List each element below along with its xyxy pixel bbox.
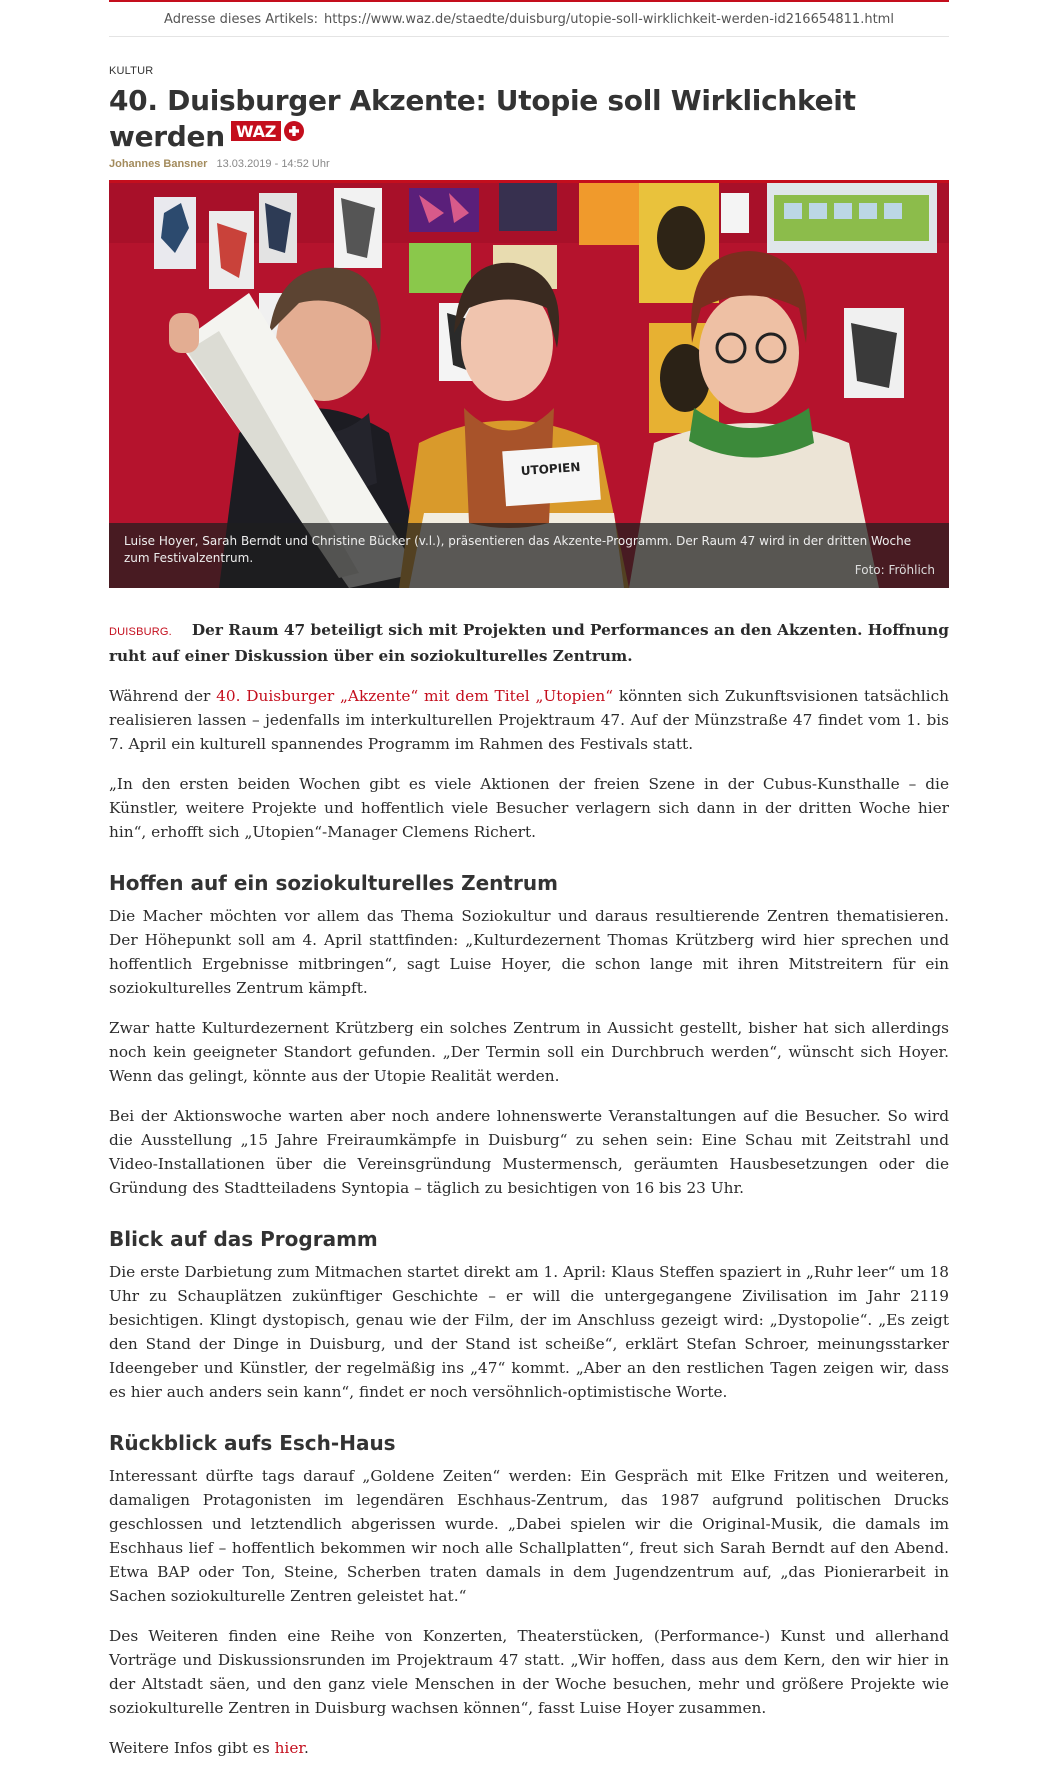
lead-paragraph	[109, 618, 949, 668]
article-meta	[109, 158, 949, 170]
photo-credit: Foto: Fröhlich	[854, 563, 935, 577]
author-name[interactable]: Johannes Bansner	[109, 158, 208, 170]
paragraph-9-text-b: .	[304, 1739, 309, 1757]
headline-text: 40. Duisburger Akzente: Utopie soll Wirklichkeit werden	[109, 84, 856, 153]
paragraph-6: Die erste Darbietung zum Mitmachen startet direkt am 1. April: Klaus Steffen spaziert in „Ruhr leer“ um 18 Uhr zu Schauplätzen zukünftiger Geschichte – er will die untergegangene Zivilisation im Jahr 2119 besichtigen. Klingt dystopisch, genau wie der Film, der im Anschluss gezeigt wird: „Dystopolie“. „Es zeigt den Stand der Dinge in Duisburg, und der Stand ist scheiße“, erklärt Stefan Schroer, meinungsstarker Ideengeber und Künstler, der regelmäßig ins „47“ kommt. „Aber an den restlichen Tagen zeigen wir, dass es hier auch anders sein kann“, findet er noch versöhnlich-optimistische Worte.	[109, 1263, 949, 1401]
paragraph-4: Zwar hatte Kulturdezernent Krützberg ein solches Zentrum in Aussicht gestellt, bisher hat sich allerdings noch kein geeigneter Standort gefunden. „Der Termin soll ein Durchbruch werden“, wünscht sich Hoyer. Wenn das gelingt, könnte aus der Utopie Realität werden.	[109, 1019, 949, 1085]
waz-plus-logo	[231, 120, 305, 142]
paragraph-1-text-a: Während der	[109, 687, 217, 705]
address-label: Adresse dieses Artikels:	[164, 11, 318, 27]
caption-text: Luise Hoyer, Sarah Berndt und Christine Bücker (v.l.), präsentieren das Akzente-Programm. Der Raum 47 wird in der dritten Woche zum Festivalzentrum.	[124, 534, 912, 565]
paragraph-1-text-b: könnten sich Zukunftsvisionen tatsächlich realisieren lassen – jedenfalls im interkulturellen Projektraum 47. Auf der Münzstraße 47 findet vom 1. bis 7. April ein kulturell spannendes Programm im Rahmen des Festivals statt.	[109, 687, 949, 753]
subheading-1: Hoffen auf ein soziokulturelles Zentrum	[109, 871, 558, 895]
article-body	[109, 618, 949, 1776]
waz-logo-text: WAZ	[235, 122, 276, 141]
ressort-label: KULTUR	[109, 65, 154, 77]
subheading-3: Rückblick aufs Esch-Haus	[109, 1431, 396, 1455]
photo-caption	[109, 523, 949, 588]
publish-date: 13.03.2019 - 14:52 Uhr	[216, 158, 330, 170]
lead-text: Der Raum 47 beteiligt sich mit Projekten und Performances an den Akzenten. Hoffnung ruht auf einer Diskussion über ein soziokulturelles Zentrum.	[109, 621, 949, 665]
paragraph-9-text-a: Weitere Infos gibt es	[109, 1739, 275, 1757]
paragraph-3: Die Macher möchten vor allem das Thema Soziokultur und daraus resultierende Zentren thematisieren. Der Höhepunkt soll am 4. April stattfinden: „Kulturdezernent Thomas Krützberg wird hier sprechen und hoffentlich Ergebnisse mitbringen“, sagt Luise Hoyer, die schon lange mit ihren Mitstreitern für ein soziokulturelles Zentrum kämpft.	[109, 907, 949, 997]
paragraph-9	[109, 1736, 949, 1760]
paragraph-1	[109, 684, 949, 756]
paragraph-5: Bei der Aktionswoche warten aber noch andere lohnenswerte Veranstaltungen auf die Besucher. So wird die Ausstellung „15 Jahre Freiraumkämpfe in Duisburg“ zu sehen sein: Eine Schau mit Zeitstrahl und Video-Installationen über die Vereinsgründung Mustermensch, geräumten Hausbesetzungen oder die Gründung des Stadtteiladens Syntopia – täglich zu besichtigen von 16 bis 23 Uhr.	[109, 1107, 949, 1197]
article-url-link[interactable]: https://www.waz.de/staedte/duisburg/utopie-soll-wirklichkeit-werden-id216654811.html	[324, 11, 894, 27]
address-bar	[109, 0, 949, 37]
article-page	[109, 0, 949, 1757]
paragraph-7: Interessant dürfte tags darauf „Goldene Zeiten“ werden: Ein Gespräch mit Elke Fritzen und weiteren, damaligen Protagonisten im legendären Eschhaus-Zentrum, das 1987 aufgrund politischen Drucks geschlossen und letztendlich abgerissen wurde. „Dabei spielen wir die Original-Musik, die damals im Eschhaus lief – hoffentlich bekommen wir noch alle Schallplatten“, freut sich Sarah Berndt auf den Abend. Etwa BAP oder Ton, Steine, Scherben traten damals in dem Jugendzentrum auf, „das Pionierarbeit in Sachen soziokulturelle Zentren geleistet hat.“	[109, 1467, 949, 1605]
headline	[109, 83, 949, 155]
paragraph-8: Des Weiteren finden eine Reihe von Konzerten, Theaterstücken, (Performance-) Kunst und allerhand Vorträge und Diskussionsrunden im Projektraum 47 statt. „Wir hoffen, dass aus dem Kern, den wir hier in der Altstadt säen, und den ganz viele Menschen in der Woche besuchen, mehr und größere Projekte wie soziokulturelle Zentren in Duisburg wachsen können“, fasst Luise Hoyer zusammen.	[109, 1627, 949, 1717]
brochure-title: UTOPIEN	[520, 459, 581, 479]
more-info-link[interactable]: hier	[274, 1739, 305, 1757]
dateline: DUISBURG.	[109, 626, 172, 638]
paragraph-2: „In den ersten beiden Wochen gibt es viele Aktionen der freien Szene in der Cubus-Kunsthalle – die Künstler, weitere Projekte und hoffentlich viele Besucher verlagern sich dann in der dritten Woche hier hin“, erhofft sich „Utopien“-Manager Clemens Richert.	[109, 775, 949, 841]
akzente-link[interactable]: 40. Duisburger „Akzente“ mit dem Titel „Utopien“	[216, 687, 614, 705]
article-photo	[109, 180, 949, 588]
subheading-2: Blick auf das Programm	[109, 1227, 378, 1251]
